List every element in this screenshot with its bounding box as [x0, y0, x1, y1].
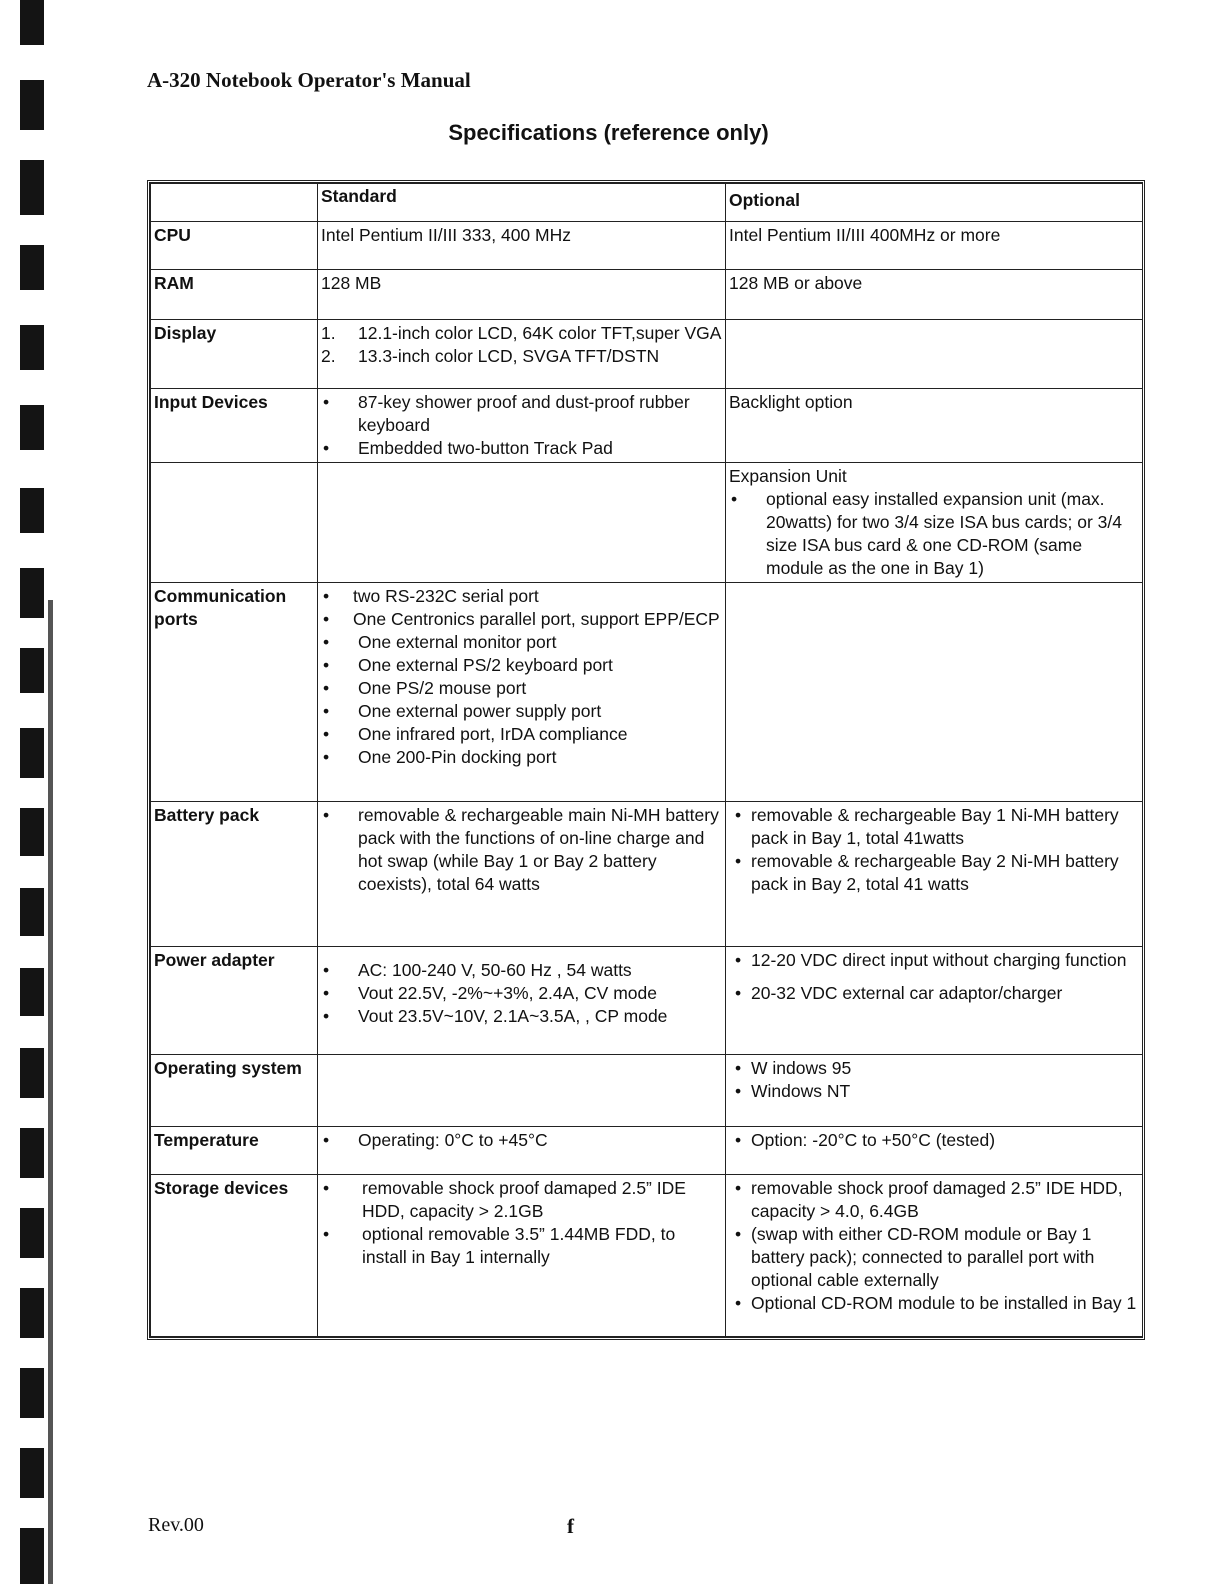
table-header-row	[151, 184, 1143, 222]
spec-table-frame	[147, 180, 1145, 1340]
list-item: • removable & rechargeable main Ni-MH battery pack with the functions of on-line charge and hot swap (while Bay 1 or Bay 2 battery coexists), total 64 watts	[321, 804, 722, 896]
display-standard	[318, 320, 726, 389]
list-item: • (swap with either CD-ROM module or Bay 1 battery pack); connected to parallel port with optional cable externally	[729, 1223, 1139, 1292]
spec-table	[150, 183, 1143, 1337]
page-number: f	[567, 1514, 574, 1538]
table-row-expansion	[151, 463, 1143, 583]
cpu-optional: Intel Pentium II/III 400MHz or more	[726, 222, 1143, 270]
os-standard-empty	[318, 1055, 726, 1127]
list-item: • AC: 100-240 V, 50-60 Hz , 54 watts	[321, 959, 722, 982]
row-label-storage: Storage devices	[151, 1175, 318, 1337]
storage-optional	[726, 1175, 1143, 1337]
list-item: • Operating: 0°C to +45°C	[321, 1129, 722, 1152]
col-optional-header: Optional	[726, 184, 1143, 222]
list-item: • One external PS/2 keyboard port	[321, 654, 722, 677]
temperature-standard	[318, 1127, 726, 1175]
row-label-battery: Battery pack	[151, 802, 318, 947]
list-item: • Vout 22.5V, -2%~+3%, 2.4A, CV mode	[321, 982, 722, 1005]
list-item: • two RS-232C serial port	[321, 585, 722, 608]
power-optional	[726, 947, 1143, 1055]
table-row-power	[151, 947, 1143, 1055]
page-title-text: Specifications (reference only)	[448, 120, 769, 145]
list-item: • One external power supply port	[321, 700, 722, 723]
input-standard	[318, 389, 726, 463]
storage-standard	[318, 1175, 726, 1337]
expansion-title: Expansion Unit	[729, 466, 847, 486]
list-item: • One infrared port, IrDA compliance	[321, 723, 722, 746]
expansion-standard-empty	[318, 463, 726, 583]
list-item: • removable shock proof damaged 2.5” IDE HDD, capacity > 4.0, 6.4GB	[729, 1177, 1139, 1223]
ram-standard: 128 MB	[318, 270, 726, 320]
list-item: • Optional CD-ROM module to be installed in Bay 1	[729, 1292, 1139, 1315]
revision-label: Rev.00	[148, 1514, 204, 1536]
expansion-optional	[726, 463, 1143, 583]
row-label-power: Power adapter	[151, 947, 318, 1055]
row-label-ram: RAM	[151, 270, 318, 320]
list-item: • optional easy installed expansion unit (max. 20watts) for two 3/4 size ISA bus cards; or 3/4 size ISA bus card & one CD-ROM (same module as the one in Bay 1)	[729, 488, 1139, 580]
power-standard	[318, 947, 726, 1055]
battery-standard	[318, 802, 726, 947]
list-item: • removable & rechargeable Bay 1 Ni-MH battery pack in Bay 1, total 41watts	[729, 804, 1139, 850]
table-row-cpu	[151, 222, 1143, 270]
list-item: 1. 12.1-inch color LCD, 64K color TFT,super VGA	[321, 323, 722, 343]
row-label-display: Display	[151, 320, 318, 389]
table-row-storage	[151, 1175, 1143, 1337]
table-row-input	[151, 389, 1143, 463]
list-item: • One external monitor port	[321, 631, 722, 654]
table-row-temperature	[151, 1127, 1143, 1175]
row-label-input: Input Devices	[151, 389, 318, 463]
cpu-standard: Intel Pentium II/III 333, 400 MHz	[318, 222, 726, 270]
table-row-display	[151, 320, 1143, 389]
comm-optional	[726, 583, 1143, 802]
list-item: • Windows NT	[729, 1080, 1139, 1103]
list-item: • One Centronics parallel port, support EPP/ECP	[321, 608, 722, 631]
list-item: • One 200-Pin docking port	[321, 746, 722, 769]
expansion-label-empty	[151, 463, 318, 583]
ram-optional: 128 MB or above	[726, 270, 1143, 320]
table-row-os	[151, 1055, 1143, 1127]
list-item: • Embedded two-button Track Pad	[321, 437, 722, 460]
list-item: • 12-20 VDC direct input without charging function	[729, 949, 1139, 972]
list-item: • W indows 95	[729, 1057, 1139, 1080]
comm-standard	[318, 583, 726, 802]
list-item: • removable shock proof damaped 2.5” IDE HDD, capacity > 2.1GB	[321, 1177, 722, 1223]
table-row-ram	[151, 270, 1143, 320]
list-item: • Vout 23.5V~10V, 2.1A~3.5A, , CP mode	[321, 1005, 722, 1028]
os-optional	[726, 1055, 1143, 1127]
binding-edge	[0, 0, 72, 1584]
list-item: • 87-key shower proof and dust-proof rubber keyboard	[321, 391, 722, 437]
manual-title: A-320 Notebook Operator's Manual	[147, 68, 471, 92]
page-title	[0, 120, 1229, 146]
row-label-temperature: Temperature	[151, 1127, 318, 1175]
row-label-comm: Communication ports	[151, 583, 318, 802]
battery-optional	[726, 802, 1143, 947]
list-item: • 20-32 VDC external car adaptor/charger	[729, 982, 1139, 1005]
input-optional: Backlight option	[726, 389, 1143, 463]
display-optional	[726, 320, 1143, 389]
list-item: 2. 13.3-inch color LCD, SVGA TFT/DSTN	[321, 346, 660, 366]
row-label-cpu: CPU	[151, 222, 318, 270]
empty-header-cell	[151, 184, 318, 222]
col-standard-header: Standard	[318, 184, 726, 222]
list-item: • removable & rechargeable Bay 2 Ni-MH battery pack in Bay 2, total 41 watts	[729, 850, 1139, 896]
list-item: • Option: -20°C to +50°C (tested)	[729, 1129, 1139, 1152]
table-row-battery	[151, 802, 1143, 947]
list-item: • One PS/2 mouse port	[321, 677, 722, 700]
table-row-comm	[151, 583, 1143, 802]
list-item: • optional removable 3.5” 1.44MB FDD, to install in Bay 1 internally	[321, 1223, 722, 1269]
temperature-optional	[726, 1127, 1143, 1175]
row-label-os: Operating system	[151, 1055, 318, 1127]
